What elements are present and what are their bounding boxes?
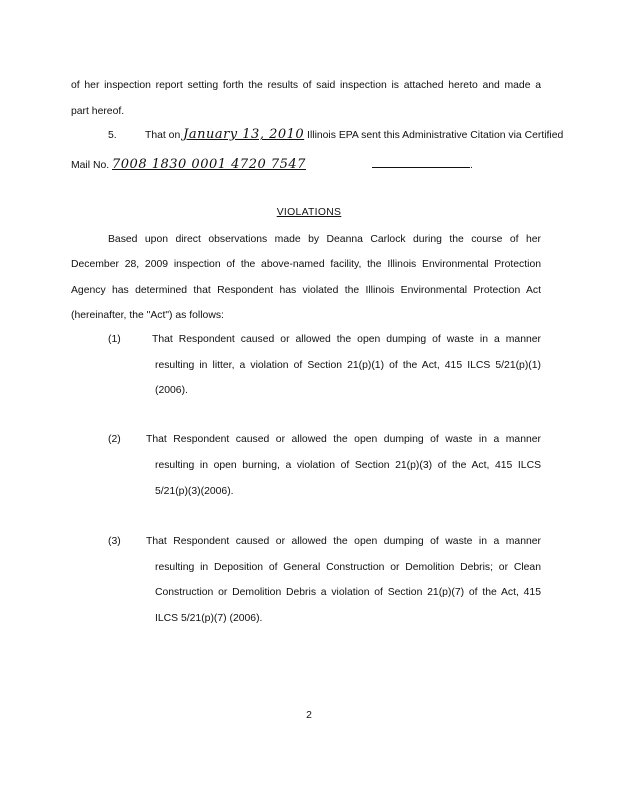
- violation-3-line-3: Construction or Demolition Debris a violation of Section 21(p)(7) of the Act, 415: [155, 587, 541, 598]
- violations-intro-line-1: Based upon direct observations made by Deanna Carlock during the course of her: [108, 234, 541, 245]
- handwritten-date: January 13, 2010: [183, 127, 305, 142]
- page-number: 2: [306, 710, 312, 721]
- violation-1-line-1: That Respondent caused or allowed the open dumping of waste in a manner: [152, 334, 541, 345]
- violation-2-line-1: That Respondent caused or allowed the open dumping of waste in a manner: [146, 434, 541, 445]
- intro-line-1: of her inspection report setting forth the results of said inspection is attached hereto and made a: [71, 80, 541, 91]
- para5-trailing: .: [469, 160, 473, 171]
- violation-3-number: (3): [108, 536, 121, 547]
- para5-line-2: [71, 157, 473, 172]
- violation-1-number: (1): [108, 334, 121, 345]
- violation-3-line-4: ILCS 5/21(p)(7) (2006).: [155, 613, 263, 624]
- para5-line-1: [145, 127, 563, 142]
- violation-3-line-2: resulting in Deposition of General Construction or Demolition Debris; or Clean: [155, 562, 541, 573]
- intro-line-2: part hereof.: [71, 106, 125, 117]
- mail-label: Mail No.: [71, 160, 112, 171]
- violation-1-line-3: (2006).: [155, 385, 188, 396]
- violations-intro-line-2: December 28, 2009 inspection of the above-named facility, the Illinois Environmental Protection: [71, 259, 541, 270]
- violation-2-number: (2): [108, 434, 121, 445]
- violations-heading: VIOLATIONS: [276, 207, 342, 218]
- violation-2-line-2: resulting in open burning, a violation of Section 21(p)(3) of the Act, 415 ILCS: [155, 460, 541, 471]
- violations-intro-line-3: Agency has determined that Respondent has violated the Illinois Environmental Protection Act: [71, 285, 541, 296]
- handwritten-mail-number: 7008 1830 0001 4720 7547: [112, 157, 306, 172]
- signature-blank-line: [372, 158, 470, 168]
- para5-text-after-date: Illinois EPA sent this Administrative Citation via Certified: [304, 130, 564, 141]
- violation-2-line-3: 5/21(p)(3)(2006).: [155, 486, 234, 497]
- violations-intro-line-4: (hereinafter, the "Act") as follows:: [71, 310, 224, 321]
- para5-text-before-date: That on: [145, 130, 184, 141]
- violation-3-line-1: That Respondent caused or allowed the open dumping of waste in a manner: [146, 536, 541, 547]
- violation-1-line-2: resulting in litter, a violation of Section 21(p)(1) of the Act, 415 ILCS 5/21(p)(1): [155, 360, 541, 371]
- para5-number: 5.: [108, 130, 117, 141]
